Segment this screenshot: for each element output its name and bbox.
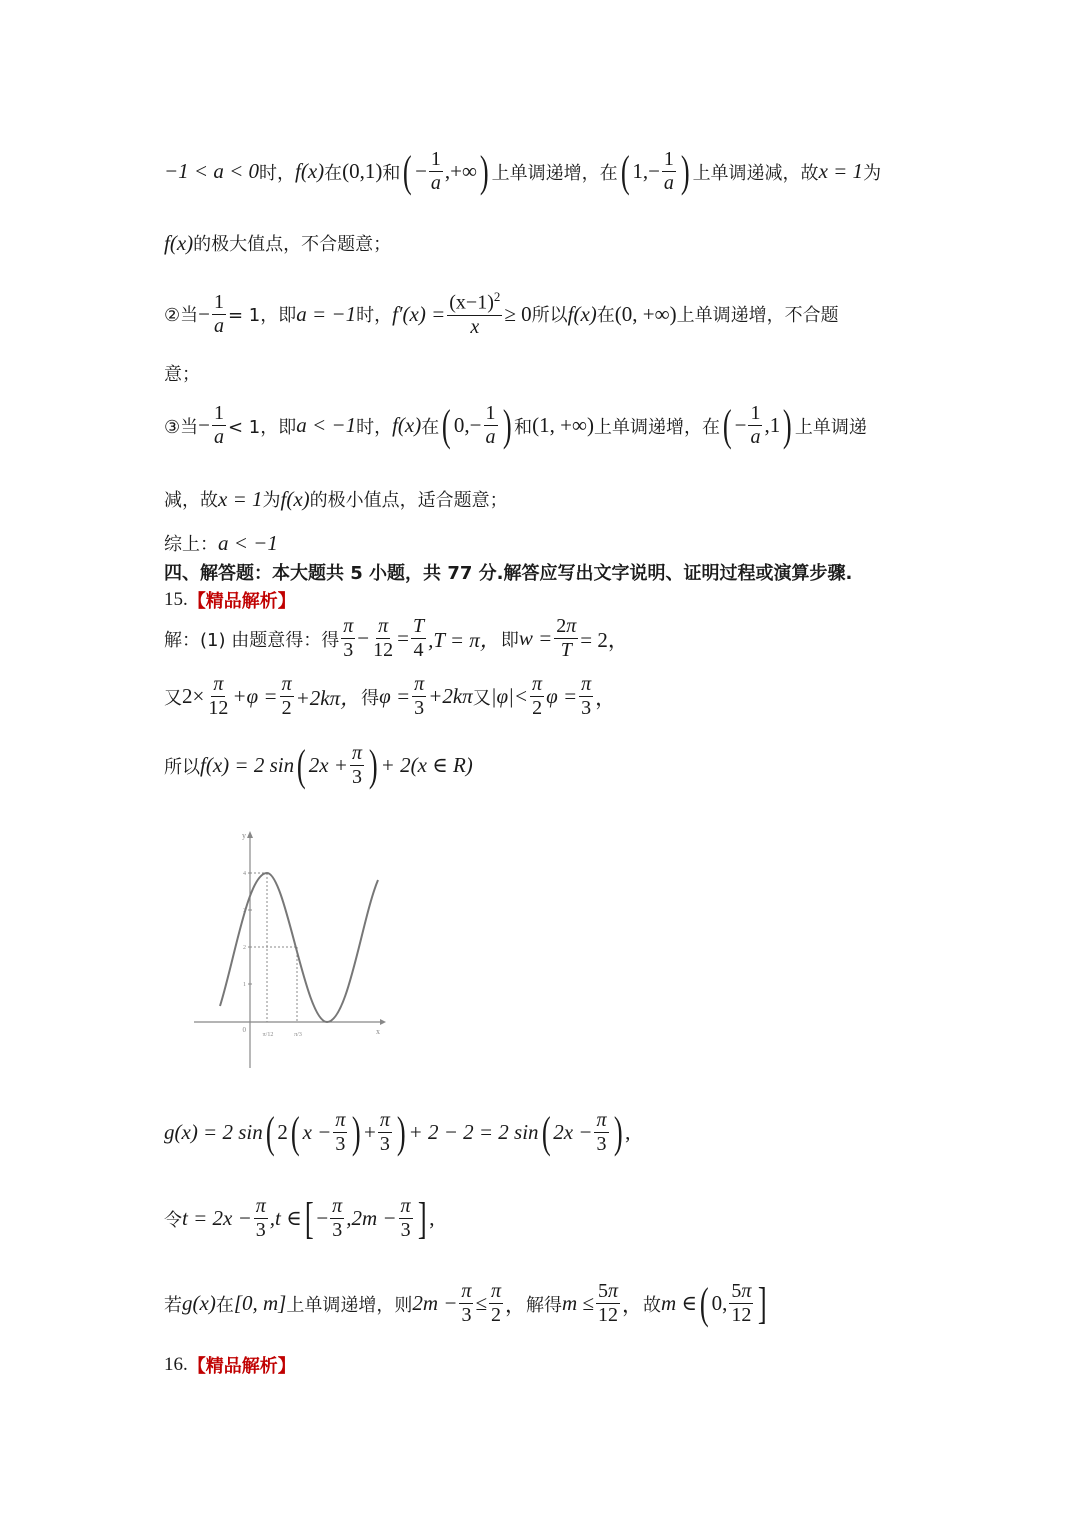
text: 上单调递增，不合题 — [676, 305, 839, 327]
y-axis-arrow — [247, 831, 253, 838]
bracket-right: ] — [758, 1278, 768, 1328]
paren-left: ( — [541, 1107, 551, 1157]
math-fx: f(x) — [295, 159, 325, 183]
frac-pi-2: $\frac{\pi}{2}$ — [281, 673, 292, 719]
analysis-label: 【精品解析】 — [187, 591, 296, 612]
paren-left: ( — [265, 1107, 275, 1157]
math-2-times: 2× — [182, 684, 205, 708]
math-leq: ≤ — [475, 1291, 487, 1315]
math-a-lt: a < −1 — [296, 413, 357, 437]
math-phi-eq: φ = — [379, 684, 411, 708]
frac-1-over-a: $\frac{1}{a}$ — [213, 402, 224, 448]
section-heading — [164, 559, 852, 585]
math-fx: f(x) — [567, 301, 597, 326]
line-6 — [164, 486, 508, 512]
line-2 — [164, 230, 391, 256]
math-a-eq: a = −1 — [296, 301, 357, 326]
math-x-eq-1: x = 1 — [218, 486, 263, 511]
paren-left: ( — [620, 146, 630, 196]
frac-1-over-a: $\frac{1}{a}$ — [750, 402, 761, 448]
frac-1-over-a: $\frac{1}{a}$ — [430, 148, 441, 194]
math-comma-inf: ,+∞ — [444, 159, 477, 183]
math-comma: , — [625, 1120, 631, 1144]
math-simplify: + 2 − 2 = 2 sin — [408, 1120, 539, 1144]
frac-pi-2: $\frac{\pi}{2}$ — [490, 1280, 502, 1326]
text: ②当 — [164, 305, 199, 327]
frac-pi-3: $\frac{\pi}{3}$ — [332, 1195, 343, 1241]
text: 若 — [164, 1294, 182, 1316]
math-x-minus: x − — [302, 1120, 332, 1144]
math-eq: = — [397, 626, 409, 650]
math-interval: (0,1) — [342, 159, 383, 183]
text: 故 — [643, 1294, 661, 1316]
line-15 — [164, 1280, 770, 1327]
frac-pi-2: $\frac{\pi}{2}$ — [532, 673, 543, 719]
y-axis-label: y — [242, 831, 246, 840]
text: 为 — [863, 162, 882, 184]
text: 上单调递增，在 — [491, 162, 618, 184]
text: 得 — [361, 687, 380, 709]
math-geq: ≥ 0 — [504, 301, 532, 326]
frac-pi-3: $\frac{\pi}{3}$ — [581, 673, 592, 719]
math-abs-phi: |φ|< — [490, 684, 529, 708]
math-2m-minus: ,2m − — [346, 1206, 397, 1230]
text: 又 — [472, 687, 491, 709]
math-comma: ， — [595, 685, 617, 710]
problem-15-header — [164, 587, 296, 613]
frac-pi-3: $\frac{\pi}{3}$ — [596, 1109, 607, 1155]
paren-left: ( — [442, 400, 451, 450]
origin-label: 0 — [242, 1026, 246, 1034]
math-gx: g(x) — [182, 1291, 216, 1315]
paren-right: ) — [479, 146, 489, 196]
math-interval: (0, +∞) — [614, 301, 677, 326]
math-plus: + — [364, 1120, 376, 1144]
math-phi-eq: φ = — [546, 684, 578, 708]
frac-pi-3: $\frac{\pi}{3}$ — [335, 1109, 346, 1155]
text: 为 — [262, 490, 281, 511]
math-comma-one: ,1 — [764, 413, 781, 437]
math-fx: f(x) — [164, 230, 194, 255]
frac-pi-3: $\frac{\pi}{3}$ — [461, 1280, 472, 1326]
text: < 1，即 — [227, 416, 297, 438]
text: 在 — [324, 162, 343, 184]
math-2kpi: +2kπ， — [295, 685, 362, 710]
paren-right: ) — [352, 1107, 362, 1157]
paren-left: ( — [290, 1107, 300, 1157]
math-m-in: m ∈ — [661, 1291, 697, 1315]
frac-pi-3: $\frac{\pi}{3}$ — [400, 1195, 411, 1241]
x-axis-label: x — [376, 1027, 380, 1036]
math-minus: − — [198, 413, 210, 437]
text: = 1，即 — [227, 305, 297, 327]
frac-pi-12: $\frac{\pi}{12}$ — [373, 615, 394, 661]
math-T-eq-pi: ,T = π， — [428, 627, 501, 652]
paren-right: ) — [502, 400, 512, 450]
section-title: 四、解答题：本大题共 5 小题，共 77 分.解答应写出文字说明、证明过程或演算步骤. — [164, 563, 853, 584]
sine-graph — [190, 828, 390, 1073]
text: 在 — [596, 305, 615, 327]
x-tick-label-pi3: π/3 — [294, 1032, 302, 1038]
math-comma: ， — [505, 1292, 527, 1317]
paren-right: ) — [783, 400, 792, 450]
paren-right: ) — [680, 146, 690, 196]
math-interval: (1, +∞) — [532, 413, 594, 437]
math-t-def: t = 2x − — [182, 1206, 252, 1230]
line-1 — [164, 148, 881, 195]
line-10 — [164, 615, 629, 662]
math-minus: − — [316, 1206, 329, 1230]
math-plus-2: + 2(x ∈ R) — [380, 753, 473, 777]
line-12 — [164, 742, 473, 789]
frac-derivative: $\frac{(x-1)^2}{x}$ — [449, 289, 501, 338]
math-a-lt: a < −1 — [218, 530, 278, 555]
math-minus: − — [734, 413, 747, 437]
math-plus-phi: +φ = — [232, 684, 278, 708]
math-2x-plus: 2x + — [308, 753, 348, 777]
math-minus: − — [198, 301, 210, 326]
math-fprime: f′(x) = — [392, 301, 446, 326]
math-2x-minus: 2x − — [553, 1120, 593, 1144]
math-a-range: −1 < a < 0 — [164, 159, 260, 183]
text: 减，故 — [164, 490, 218, 511]
text: 综上： — [164, 534, 218, 555]
line-4 — [164, 360, 200, 386]
frac-2pi-T: $\frac{2\pi}{T}$ — [556, 615, 577, 661]
paren-left: ( — [722, 400, 732, 450]
line-13 — [164, 1109, 630, 1156]
frac-pi-12: $\frac{\pi}{12}$ — [208, 673, 229, 719]
text: 在 — [421, 416, 440, 438]
line-7 — [164, 530, 278, 556]
text: 所以 — [164, 756, 200, 778]
text: 的极大值点，不合题意； — [193, 234, 392, 255]
text: 上单调递减，故 — [692, 162, 819, 184]
y-tick-label-3: 3 — [243, 908, 246, 914]
frac-pi-3: $\frac{\pi}{3}$ — [255, 1195, 266, 1241]
math-comma: ， — [622, 1292, 643, 1317]
math-comma: , — [429, 1206, 435, 1230]
text: 时， — [259, 162, 296, 184]
text: 和 — [382, 162, 401, 184]
frac-pi-3: $\frac{\pi}{3}$ — [351, 742, 363, 788]
frac-1-over-a: $\frac{1}{a}$ — [213, 290, 224, 337]
text: 时， — [356, 305, 393, 327]
y-tick-label-1: 1 — [243, 982, 246, 988]
x-tick-label-pi12: π/12 — [262, 1032, 274, 1038]
math-x-eq-1: x = 1 — [818, 159, 864, 183]
frac-1-over-a: $\frac{1}{a}$ — [485, 402, 496, 448]
text: 时， — [356, 416, 393, 438]
math-interval: [0, m] — [233, 1291, 287, 1315]
paren-right: ) — [396, 1107, 406, 1157]
text: 意； — [164, 364, 200, 385]
text: 又 — [164, 687, 182, 709]
paren-left: ( — [297, 740, 306, 790]
y-tick-label-4: 4 — [243, 871, 246, 877]
problem-number: 16. — [164, 1354, 188, 1375]
math-gx-def: g(x) = 2 sin — [164, 1120, 263, 1144]
text: 在 — [215, 1294, 234, 1316]
math-2m-minus: 2m − — [412, 1291, 458, 1315]
math-zero-minus: 0,− — [453, 413, 482, 437]
text: ③当 — [164, 416, 199, 438]
paren-right: ) — [613, 1107, 623, 1157]
math-m-leq: m ≤ — [562, 1291, 594, 1315]
text: 上单调递 — [794, 416, 867, 438]
problem-number: 15. — [164, 589, 188, 610]
math-2: 2 — [277, 1120, 288, 1144]
frac-1-over-a: $\frac{1}{a}$ — [663, 148, 674, 194]
text: 的极小值点，适合题意； — [309, 490, 508, 511]
text: 解：(1) 由题意得：得 — [164, 629, 340, 651]
text: 所以 — [531, 305, 568, 327]
line-5 — [164, 402, 867, 449]
text: 解得 — [526, 1294, 563, 1316]
bracket-right: ] — [417, 1193, 427, 1243]
math-minus: − — [357, 626, 370, 650]
math-fx: f(x) — [392, 413, 422, 437]
bracket-left: [ — [304, 1193, 314, 1243]
paren-right: ) — [368, 740, 378, 790]
math-w-eq: w = — [518, 626, 553, 650]
frac-5pi-12: $\frac{5\pi}{12}$ — [597, 1280, 618, 1326]
frac-5pi-12: $\frac{5\pi}{12}$ — [731, 1280, 752, 1326]
line-14 — [164, 1195, 434, 1242]
line-3 — [164, 290, 839, 339]
frac-T-4: $\frac{T}{4}$ — [412, 615, 425, 661]
math-one-minus: 1,− — [632, 159, 660, 183]
text: 上单调递增，在 — [593, 416, 720, 438]
text: 上单调递增，则 — [286, 1294, 413, 1316]
line-11 — [164, 673, 616, 720]
text: 令 — [164, 1209, 182, 1231]
problem-16-header — [164, 1352, 296, 1378]
frac-pi-3: $\frac{\pi}{3}$ — [343, 615, 354, 661]
paren-left: ( — [403, 146, 413, 196]
math-fx: f(x) — [280, 486, 310, 511]
math-2kpi: +2kπ — [428, 684, 473, 708]
math-fx-def: f(x) = 2 sin — [200, 753, 295, 777]
y-tick-label-2: 2 — [243, 945, 246, 951]
math-minus: − — [415, 159, 427, 183]
x-axis-arrow — [380, 1019, 386, 1025]
text: 和 — [514, 416, 533, 438]
analysis-label: 【精品解析】 — [187, 1356, 296, 1377]
frac-pi-3: $\frac{\pi}{3}$ — [379, 1109, 390, 1155]
math-zero-comma: 0, — [711, 1291, 728, 1315]
paren-left: ( — [699, 1278, 709, 1328]
math-eq-2: = 2， — [580, 627, 629, 652]
math-t-in: ,t ∈ — [269, 1206, 302, 1230]
frac-pi-3: $\frac{\pi}{3}$ — [414, 673, 425, 719]
text: 即 — [500, 629, 519, 651]
